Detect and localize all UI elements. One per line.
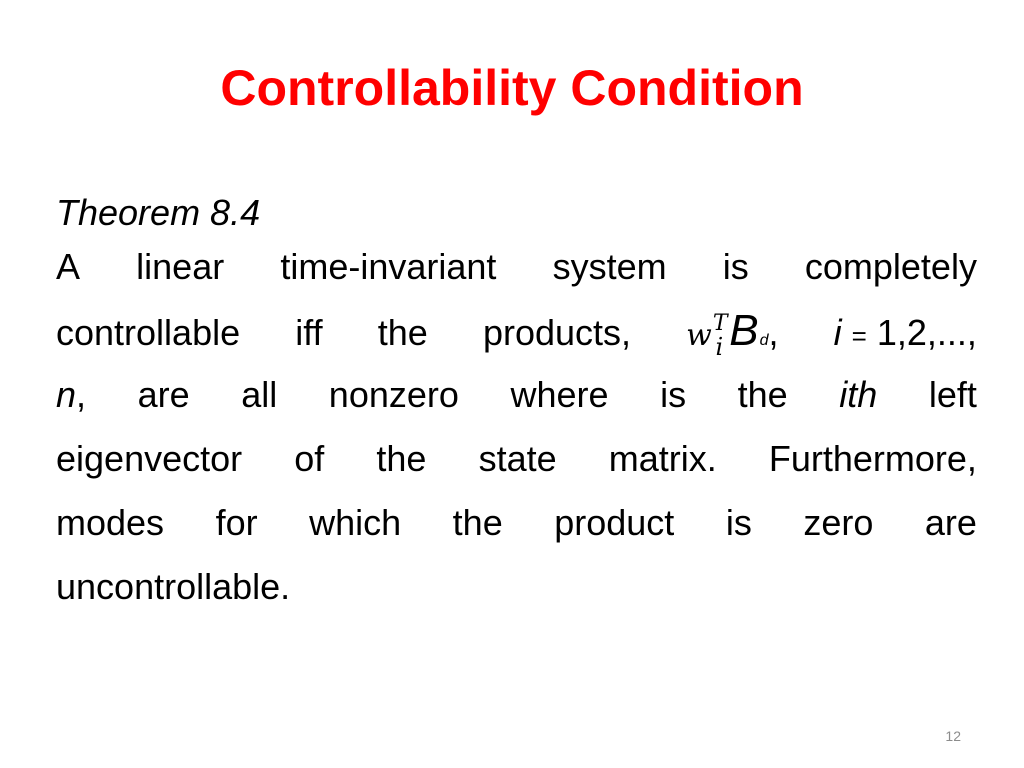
statement-line-4 — [56, 427, 977, 491]
statement-line-3 — [56, 363, 977, 427]
word: controllable — [56, 312, 241, 353]
word: the — [737, 374, 788, 415]
word: Furthermore, — [768, 438, 977, 479]
word: are — [137, 374, 190, 415]
index-values: 1,2,..., — [876, 312, 977, 353]
word: zero — [803, 502, 874, 543]
word: matrix. — [608, 438, 717, 479]
word: time-invariant — [280, 246, 497, 287]
word: modes — [56, 502, 165, 543]
index-expression — [834, 301, 977, 368]
math-i-sub: i — [715, 333, 724, 361]
word: nonzero — [328, 374, 459, 415]
word: A — [56, 246, 81, 287]
word: system — [552, 246, 667, 287]
word: left — [928, 374, 977, 415]
slide-body — [56, 191, 977, 619]
n-expression — [56, 363, 86, 427]
word: where — [510, 374, 609, 415]
product-expression — [686, 299, 778, 373]
slide-title: Controllability Condition — [220, 60, 804, 116]
word: which — [309, 502, 402, 543]
math-d-sub: d — [759, 332, 769, 349]
word: the — [377, 312, 428, 353]
word: iff — [295, 312, 323, 353]
word-ith: ith — [839, 374, 878, 415]
word: products, — [482, 312, 632, 353]
word: product — [554, 502, 675, 543]
statement-line-2 — [56, 299, 977, 363]
word: all — [241, 374, 278, 415]
word: of — [294, 438, 325, 479]
statement-line-6 — [56, 555, 977, 619]
word: the — [376, 438, 427, 479]
word: the — [452, 502, 503, 543]
word: is — [660, 374, 687, 415]
word: is — [722, 246, 749, 287]
theorem-statement — [56, 235, 977, 619]
word: is — [725, 502, 752, 543]
math-transpose-sup: T — [712, 311, 728, 336]
word: completely — [804, 246, 977, 287]
word: state — [478, 438, 557, 479]
n-comma: , — [76, 374, 87, 415]
var-i: i — [833, 312, 842, 353]
statement-line-1 — [56, 235, 977, 299]
theorem-label: Theorem 8.4 — [56, 192, 261, 233]
math-b: B — [729, 306, 759, 355]
statement-line-5 — [56, 491, 977, 555]
equals-sign: = — [851, 321, 867, 351]
page-number: 12 — [945, 728, 961, 744]
word: uncontrollable. — [56, 566, 291, 607]
var-n: n — [56, 374, 77, 415]
word: are — [924, 502, 977, 543]
math-comma: , — [768, 312, 779, 353]
word: eigenvector — [56, 438, 243, 479]
word: linear — [136, 246, 225, 287]
word: for — [215, 502, 258, 543]
math-w: w — [686, 318, 712, 353]
